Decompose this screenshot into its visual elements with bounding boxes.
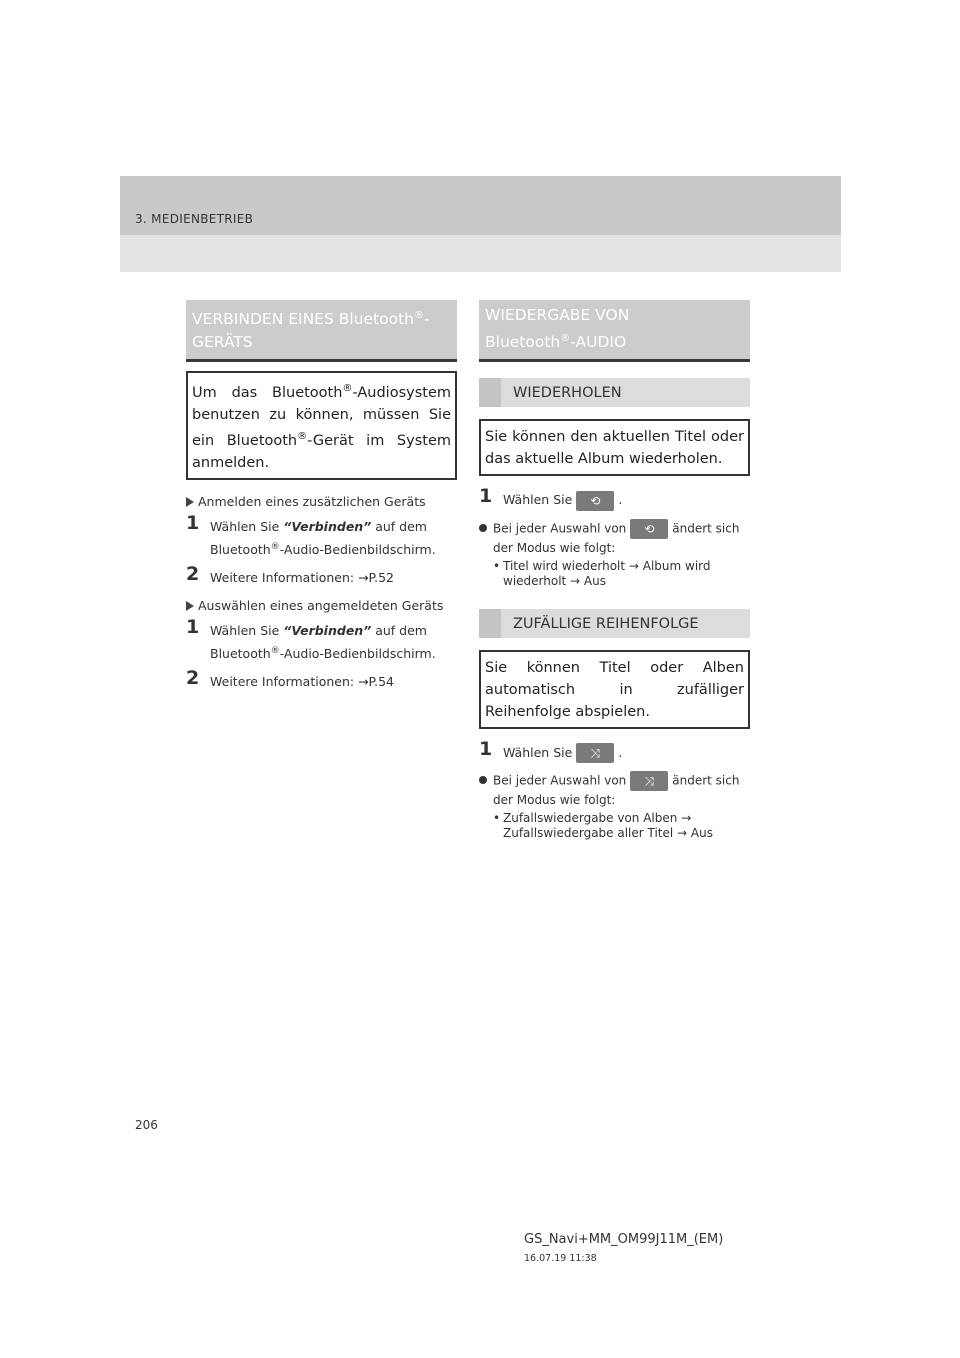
chapter-title: 3. MEDIENBETRIEB [135, 212, 254, 226]
left-column [186, 300, 457, 692]
header-band [120, 176, 841, 235]
document-id: GS_Navi+MM_OM99J11M_(EM) [524, 1232, 724, 1247]
repeat-icon: ⟲ [590, 493, 601, 508]
shuffle-button[interactable] [630, 771, 668, 791]
shuffle-icon: ⤨ [590, 746, 601, 761]
subsection-title-repeat: WIEDERHOLEN [479, 378, 750, 407]
step-item: 2 Weitere Informationen: →P.54 [186, 667, 395, 690]
section-title-connect: VERBINDEN EINES Bluetooth®- GERÄTS [186, 300, 457, 362]
sub-note-item: • Zufallswiedergabe von Alben → Zufallswiedergabe aller Titel → Aus [493, 811, 713, 841]
step-item: 1 Wählen Sie ⟲ . [479, 490, 750, 511]
page-number: 206 [135, 1118, 158, 1132]
block-heading-add-device: Anmelden eines zusätzlichen Geräts [186, 494, 457, 509]
bullet-dot-icon [479, 524, 487, 532]
step-item: 1 Wählen Sie “Verbinden” auf dem Bluetooth®-Audio-Bedienbildschirm. [186, 615, 436, 662]
repeat-info-box: Sie können den aktuellen Titel oder das aktuelle Album wiederholen. [479, 419, 750, 476]
note-item: Bei jeder Auswahl von ⟲ ändert sich der Modus wie folgt: [479, 519, 750, 557]
triangle-icon [186, 497, 194, 507]
section-title-playback: WIEDERGABE VON Bluetooth®-AUDIO [479, 300, 750, 362]
shuffle-icon: ⤨ [644, 774, 655, 789]
repeat-icon: ⟲ [644, 521, 655, 536]
sub-note-item: • Titel wird wiederholt → Album wird wiederholt → Aus [493, 558, 711, 588]
step-item: 2 Weitere Informationen: →P.52 [186, 562, 395, 585]
right-column [479, 300, 750, 841]
step-item: 1 Wählen Sie ⤨ . [479, 743, 750, 764]
repeat-button[interactable] [576, 491, 614, 511]
block-heading-select-device: Auswählen eines angemeldeten Geräts [186, 598, 457, 613]
triangle-icon [186, 601, 194, 611]
shuffle-info-box: Sie können Titel oder Alben automatisch in zufälliger Reihenfolge abspielen. [479, 650, 750, 729]
print-timestamp: 16.07.19 11:38 [524, 1253, 597, 1264]
repeat-button[interactable] [630, 519, 668, 539]
shuffle-button[interactable] [576, 743, 614, 763]
header-subband [120, 235, 841, 272]
bullet-dot-icon [479, 776, 487, 784]
subsection-title-shuffle: ZUFÄLLIGE REIHENFOLGE [479, 609, 750, 638]
intro-box: Um das Bluetooth®-Audiosystem benutzen zu können, müssen Sie ein Bluetooth®-Gerät im System anmelden. [186, 371, 457, 480]
note-item: Bei jeder Auswahl von ⤨ ändert sich der Modus wie folgt: [479, 771, 750, 809]
step-item: 1 Wählen Sie “Verbinden” auf dem Bluetooth®-Audio-Bedienbildschirm. [186, 511, 436, 557]
